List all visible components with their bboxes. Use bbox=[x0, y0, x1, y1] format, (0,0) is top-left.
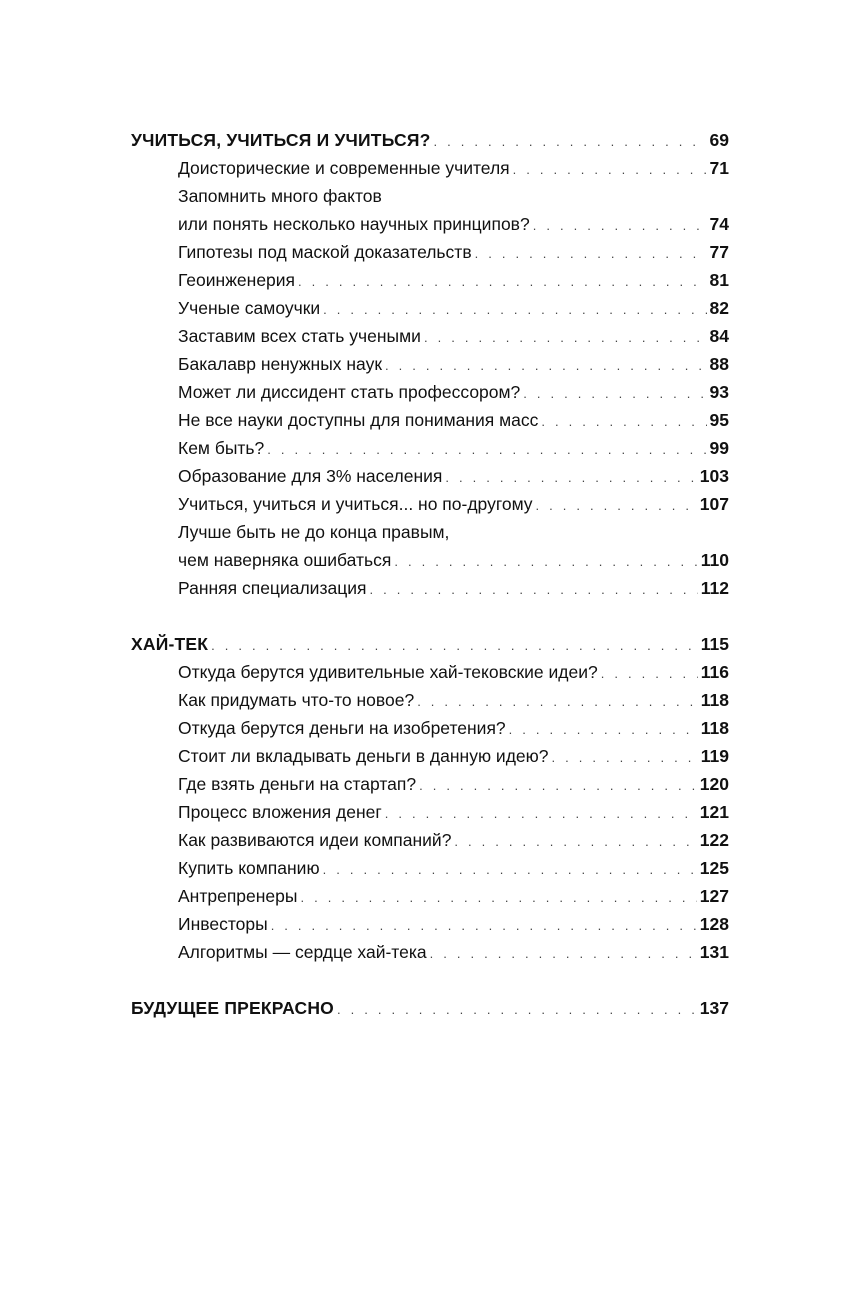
toc-entry[interactable] bbox=[131, 798, 729, 826]
toc-entry[interactable] bbox=[131, 546, 729, 574]
dot-leader bbox=[417, 688, 698, 716]
page-number: 69 bbox=[709, 130, 729, 150]
dot-leader bbox=[267, 436, 706, 464]
page-number: 103 bbox=[699, 466, 729, 486]
toc-entry[interactable] bbox=[131, 686, 729, 714]
entry-title: Инвесторы bbox=[178, 914, 268, 934]
toc-entry[interactable] bbox=[131, 294, 729, 322]
dot-leader bbox=[323, 296, 706, 324]
page-number: 116 bbox=[700, 662, 729, 682]
entry-title: Образование для 3% населения bbox=[178, 466, 443, 486]
section-title: УЧИТЬСЯ, УЧИТЬСЯ И УЧИТЬСЯ? bbox=[131, 130, 431, 150]
dot-leader bbox=[536, 492, 697, 520]
page-number: 77 bbox=[709, 242, 729, 262]
toc-section-heading[interactable] bbox=[131, 994, 729, 1022]
page-number: 71 bbox=[709, 158, 729, 178]
dot-leader bbox=[394, 548, 697, 576]
dot-leader bbox=[430, 940, 697, 968]
section-title: ХАЙ-ТЕК bbox=[131, 634, 209, 654]
page-number: 122 bbox=[699, 830, 729, 850]
toc-section-heading[interactable] bbox=[131, 630, 729, 658]
page-number: 131 bbox=[699, 942, 729, 962]
page-number: 137 bbox=[699, 998, 729, 1018]
toc-entry[interactable] bbox=[131, 938, 729, 966]
toc-entry[interactable] bbox=[131, 714, 729, 742]
entry-title: Как развиваются идеи компаний? bbox=[178, 830, 452, 850]
page-number: 112 bbox=[700, 578, 729, 598]
dot-leader bbox=[298, 268, 707, 296]
page-number: 84 bbox=[709, 326, 729, 346]
dot-leader bbox=[271, 912, 697, 940]
entry-title: Как придумать что-то новое? bbox=[178, 690, 415, 710]
toc-entry[interactable] bbox=[131, 742, 729, 770]
page-number: 88 bbox=[709, 354, 729, 374]
entry-title: Лучше быть не до конца правым, bbox=[178, 522, 450, 542]
toc-entry[interactable] bbox=[131, 210, 729, 238]
page-number: 110 bbox=[700, 550, 729, 570]
entry-title: Где взять деньги на стартап? bbox=[178, 774, 417, 794]
page-number: 99 bbox=[709, 438, 729, 458]
toc-entry[interactable] bbox=[131, 854, 729, 882]
toc-entry[interactable] bbox=[131, 182, 729, 210]
page-number: 120 bbox=[699, 774, 729, 794]
toc-entry[interactable] bbox=[131, 378, 729, 406]
toc-entry[interactable] bbox=[131, 266, 729, 294]
page-number: 127 bbox=[699, 886, 729, 906]
page-number: 93 bbox=[709, 382, 729, 402]
toc-entry[interactable] bbox=[131, 490, 729, 518]
entry-title: Антрепренеры bbox=[178, 886, 298, 906]
dot-leader bbox=[300, 884, 696, 912]
toc-entry[interactable] bbox=[131, 406, 729, 434]
dot-leader bbox=[385, 352, 707, 380]
toc-entry[interactable] bbox=[131, 322, 729, 350]
dot-leader bbox=[601, 660, 698, 688]
dot-leader bbox=[523, 380, 706, 408]
dot-leader bbox=[533, 212, 707, 240]
toc-entry[interactable] bbox=[131, 154, 729, 182]
toc-entry[interactable] bbox=[131, 350, 729, 378]
dot-leader bbox=[434, 128, 707, 156]
page-number: 95 bbox=[709, 410, 729, 430]
toc-entry[interactable] bbox=[131, 518, 729, 546]
page-number: 118 bbox=[700, 718, 729, 738]
entry-title: Бакалавр ненужных наук bbox=[178, 354, 383, 374]
entry-title: Не все науки доступны для понимания масс bbox=[178, 410, 539, 430]
entry-title: Кем быть? bbox=[178, 438, 265, 458]
entry-title: чем наверняка ошибаться bbox=[178, 550, 392, 570]
entry-title: Ранняя специализация bbox=[178, 578, 367, 598]
toc-entry[interactable] bbox=[131, 462, 729, 490]
dot-leader bbox=[552, 744, 698, 772]
toc-entry[interactable] bbox=[131, 574, 729, 602]
dot-leader bbox=[211, 632, 698, 660]
page-number: 115 bbox=[700, 634, 729, 654]
toc-entry[interactable] bbox=[131, 826, 729, 854]
entry-title: Может ли диссидент стать профессором? bbox=[178, 382, 521, 402]
entry-title: или понять несколько научных принципов? bbox=[178, 214, 530, 234]
toc-entry[interactable] bbox=[131, 910, 729, 938]
entry-title: Купить компанию bbox=[178, 858, 320, 878]
toc-entry[interactable] bbox=[131, 434, 729, 462]
toc-section-heading[interactable] bbox=[131, 126, 729, 154]
toc-entry[interactable] bbox=[131, 882, 729, 910]
dot-leader bbox=[369, 576, 697, 604]
toc-entry[interactable] bbox=[131, 770, 729, 798]
dot-leader bbox=[513, 156, 707, 184]
dot-leader bbox=[337, 996, 697, 1024]
dot-leader bbox=[454, 828, 696, 856]
dot-leader bbox=[323, 856, 697, 884]
toc-section bbox=[131, 630, 729, 966]
toc-section bbox=[131, 994, 729, 1022]
entry-title: Стоит ли вкладывать деньги в данную идею? bbox=[178, 746, 549, 766]
entry-title: Запомнить много фактов bbox=[178, 186, 382, 206]
page-number: 74 bbox=[709, 214, 729, 234]
entry-title: Гипотезы под маской доказательств bbox=[178, 242, 472, 262]
page-number: 119 bbox=[700, 746, 729, 766]
section-title: БУДУЩЕЕ ПРЕКРАСНО bbox=[131, 998, 334, 1018]
entry-title: Геоинженерия bbox=[178, 270, 296, 290]
entry-title: Учиться, учиться и учиться... но по-другому bbox=[178, 494, 533, 514]
table-of-contents bbox=[131, 126, 729, 1050]
dot-leader bbox=[419, 772, 697, 800]
toc-entry[interactable] bbox=[131, 238, 729, 266]
dot-leader bbox=[445, 464, 696, 492]
dot-leader bbox=[424, 324, 707, 352]
entry-title: Алгоритмы — сердце хай-тека bbox=[178, 942, 427, 962]
toc-section bbox=[131, 126, 729, 602]
page-number: 121 bbox=[699, 802, 729, 822]
page-number: 118 bbox=[700, 690, 729, 710]
entry-title: Откуда берутся удивительные хай-тековские идеи? bbox=[178, 662, 598, 682]
entry-title: Заставим всех стать учеными bbox=[178, 326, 421, 346]
page-number: 82 bbox=[709, 298, 729, 318]
dot-leader bbox=[541, 408, 706, 436]
dot-leader bbox=[385, 800, 697, 828]
page-number: 107 bbox=[699, 494, 729, 514]
entry-title: Доисторические и современные учителя bbox=[178, 158, 510, 178]
entry-title: Откуда берутся деньги на изобретения? bbox=[178, 718, 506, 738]
entry-title: Процесс вложения денег bbox=[178, 802, 382, 822]
page-number: 125 bbox=[699, 858, 729, 878]
toc-entry[interactable] bbox=[131, 658, 729, 686]
dot-leader bbox=[475, 240, 707, 268]
page-number: 81 bbox=[709, 270, 729, 290]
page-number: 128 bbox=[699, 914, 729, 934]
dot-leader bbox=[509, 716, 698, 744]
entry-title: Ученые самоучки bbox=[178, 298, 321, 318]
